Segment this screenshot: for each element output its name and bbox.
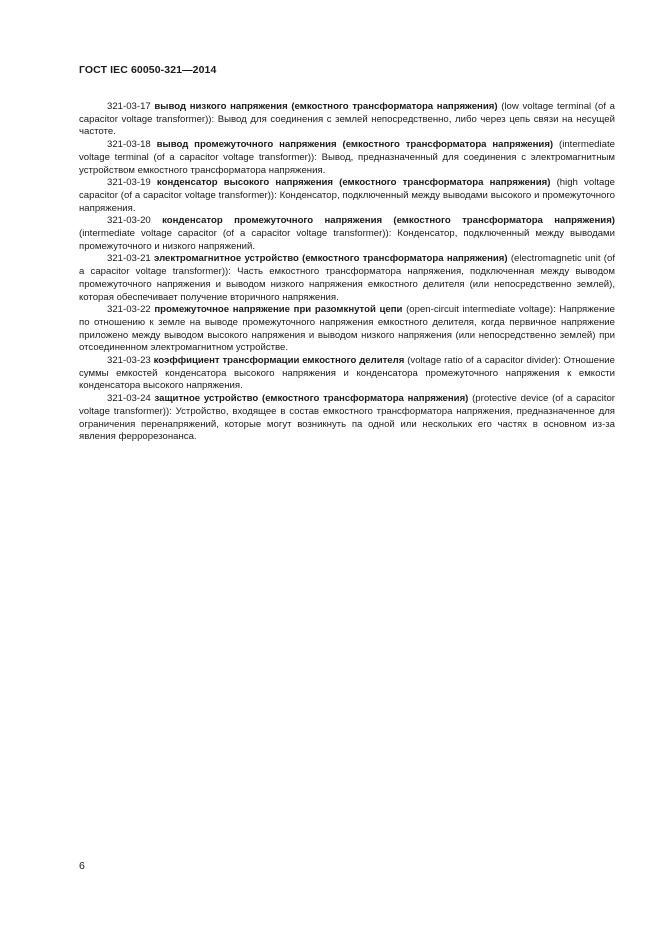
page-number: 6 [79,860,85,872]
entry-number: 321-03-19 [107,177,151,189]
entry-definition: (protective device (of a capacitor voltage transformer)): Устройство, входящее в состав емкостного трансформатора напряжения, предназначенное для ограничения перенапряжений, которые могут возникнуть па одной или нескольких его частях в основном из-за явления феррорезонанса. [79,393,615,443]
entry-definition: (high voltage capacitor (of a capacitor voltage transformer)): Конденсатор, подключенный между выводами высокого и промежуточного напряжения. [79,177,615,214]
entry-number: 321-03-17 [107,101,151,112]
terms-list [79,101,615,444]
term-entry-321-03-23 [79,355,615,393]
entry-definition: (intermediate voltage capacitor (of a capacitor voltage transformer)): Конденсатор, подключенный между выводами промежуточного и низкого напряжений. [79,228,615,252]
entry-term: конденсатор промежуточного напряжения (емкостного трансформатора напряжения) [162,215,615,227]
entry-term: конденсатор высокого напряжения (емкостного трансформатора напряжения) [156,177,551,189]
term-entry-321-03-19 [79,177,615,215]
entry-term: промежуточное напряжение при разомкнутой цепи [154,304,403,316]
term-entry-321-03-22 [79,304,615,355]
entry-number: 321-03-24 [107,393,151,405]
entry-number: 321-03-20 [107,215,151,227]
entry-term: вывод низкого напряжения (емкостного трансформатора напряжения) [154,101,498,112]
term-entry-321-03-18 [79,139,615,177]
entry-number: 321-03-21 [107,253,151,265]
entry-term: коэффициент трансформации емкостного делителя [153,355,405,367]
entry-definition: (electromagnetic unit (of a capacitor voltage transformer)): Часть емкостного трансформатора напряжения, подключенная между выводом промежуточного напряжения и выводом низкого напряжения емкостного делителя (или непосредственно землей), которая обеспечивает получение вторичного напряжения. [79,253,615,303]
entry-number: 321-03-23 [107,355,151,367]
term-entry-321-03-24 [79,393,615,444]
entry-term: вывод промежуточного напряжения (емкостного трансформатора напряжения) [156,139,554,151]
entry-term: электромагнитное устройство (емкостного трансформатора напряжения) [154,253,508,265]
term-entry-321-03-20 [79,215,615,253]
document-header: ГОСТ IEC 60050-321—2014 [79,64,217,76]
entry-definition: (voltage ratio of a capacitor divider): Отношение суммы емкостей конденсатора высокого напряжения и конденсатора промежуточного напряжения к емкости конденсатора высокого напряжения. [79,355,615,392]
entry-definition: (low voltage terminal (of a capacitor voltage transformer)): Вывод для соединения с землей непосредственно, либо через цепь связи на несущей частоте. [79,101,615,138]
entry-definition: (intermediate voltage terminal (of a capacitor voltage transformer)): Вывод, предназначенный для соединения с электромагнитным устройством емкостного трансформатора напряжения. [79,139,615,176]
entry-term: защитное устройство (емкостного трансформатора напряжения) [154,393,469,405]
entry-definition: (open-circuit intermediate voltage): Напряжение по отношению к земле на выводе промежуточного напряжения емкостного делителя, когда первичное напряжение приложено между выводом высокого напряжения и выводом низкого напряжения (или непосредственно землей) при отсоединенном электромагнитном устройстве. [79,304,615,354]
term-entry-321-03-17 [79,101,615,139]
entry-number: 321-03-22 [107,304,151,316]
term-entry-321-03-21 [79,253,615,304]
entry-number: 321-03-18 [107,139,151,151]
